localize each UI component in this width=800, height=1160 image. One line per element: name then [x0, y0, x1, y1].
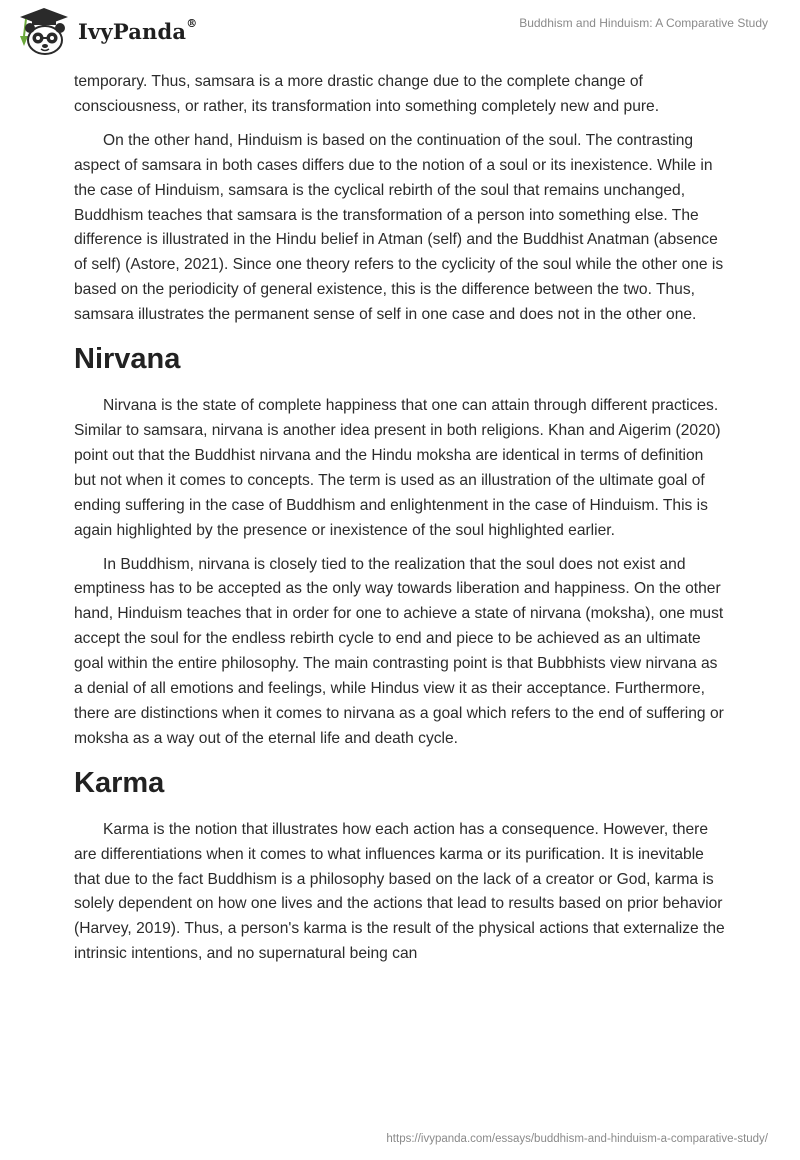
- logo-text: IvyPanda®: [78, 17, 198, 44]
- source-url-link[interactable]: https://ivypanda.com/essays/buddhism-and-hinduism-a-comparative-study/: [386, 1133, 768, 1145]
- paragraph: Karma is the notion that illustrates how each action has a consequence. However, there are differentiations when it comes to what influences karma or its purification. It is inevitable that due to the fact Buddhism is a philosophy based on the lack of a creator or God, karma is solely dependent on how one lives and the actions that lead to results based on prior behavior (Harvey, 2019). Thus, a person's karma is the result of the physical actions that externalize the intrinsic intentions, and no supernatural being can: [74, 820, 725, 963]
- paragraph: On the other hand, Hinduism is based on the continuation of the soul. The contrasting aspect of samsara in both cases differs due to the notion of a soul or its inexistence. While in the case of Hinduism, samsara is the cyclical rebirth of the soul that remains unchanged, Buddhism teaches that samsara is the transformation of a person into something else. The difference is illustrated in the Hindu belief in Atman (self) and the Buddhist Anatman (absence of self) (Astore, 2021). Since one theory refers to the cyclicity of the soul while the other one is based on the periodicity of general existence, this is the difference between the two. Thus, samsara illustrates the permanent sense of self in one case and does not in the other one.: [74, 131, 724, 324]
- ivypanda-logo[interactable]: [14, 6, 214, 62]
- paragraph: Nirvana is the state of complete happiness that one can attain through different practices. Similar to samsara, nirvana is another idea present in both religions. Khan and Aigerim (2020) point out that the Buddhist nirvana and the Hindu moksha are identical in terms of definition but not when it comes to concepts. The term is used as an illustration of the ultimate goal of ending suffering in the case of Buddhism and enlightenment in the case of Hinduism. This is again highlighted by the presence or inexistence of the soul highlighted earlier.: [74, 397, 721, 539]
- document-title: Buddhism and Hinduism: A Comparative Study: [519, 16, 768, 30]
- panda-graduate-icon: [14, 6, 74, 58]
- paragraph: In Buddhism, nirvana is closely tied to the realization that the soul does not exist and emptiness has to be accepted as the only way towards liberation and happiness. On the other hand, Hinduism teaches that in order for one to achieve a state of nirvana (moksha), one must accept the soul for the endless rebirth cycle to end and piece to be achieved as an ultimate goal within the entire philosophy. The main contrasting point is that Bubbhists view nirvana as a denial of all emotions and feelings, while Hindus view it as their acceptance. Furthermore, there are distinctions when it comes to nirvana as a goal which refers to the end of suffering or moksha as a way out of the eternal life and death cycle.: [74, 555, 724, 747]
- page-header: [0, 0, 800, 70]
- section-heading-karma: Karma: [74, 766, 165, 799]
- paragraph: temporary. Thus, samsara is a more drastic change due to the complete change of consciousness, or rather, its transformation into something completely new and pure.: [74, 73, 660, 115]
- essay-content: [74, 70, 726, 976]
- section-heading-nirvana: Nirvana: [74, 343, 181, 376]
